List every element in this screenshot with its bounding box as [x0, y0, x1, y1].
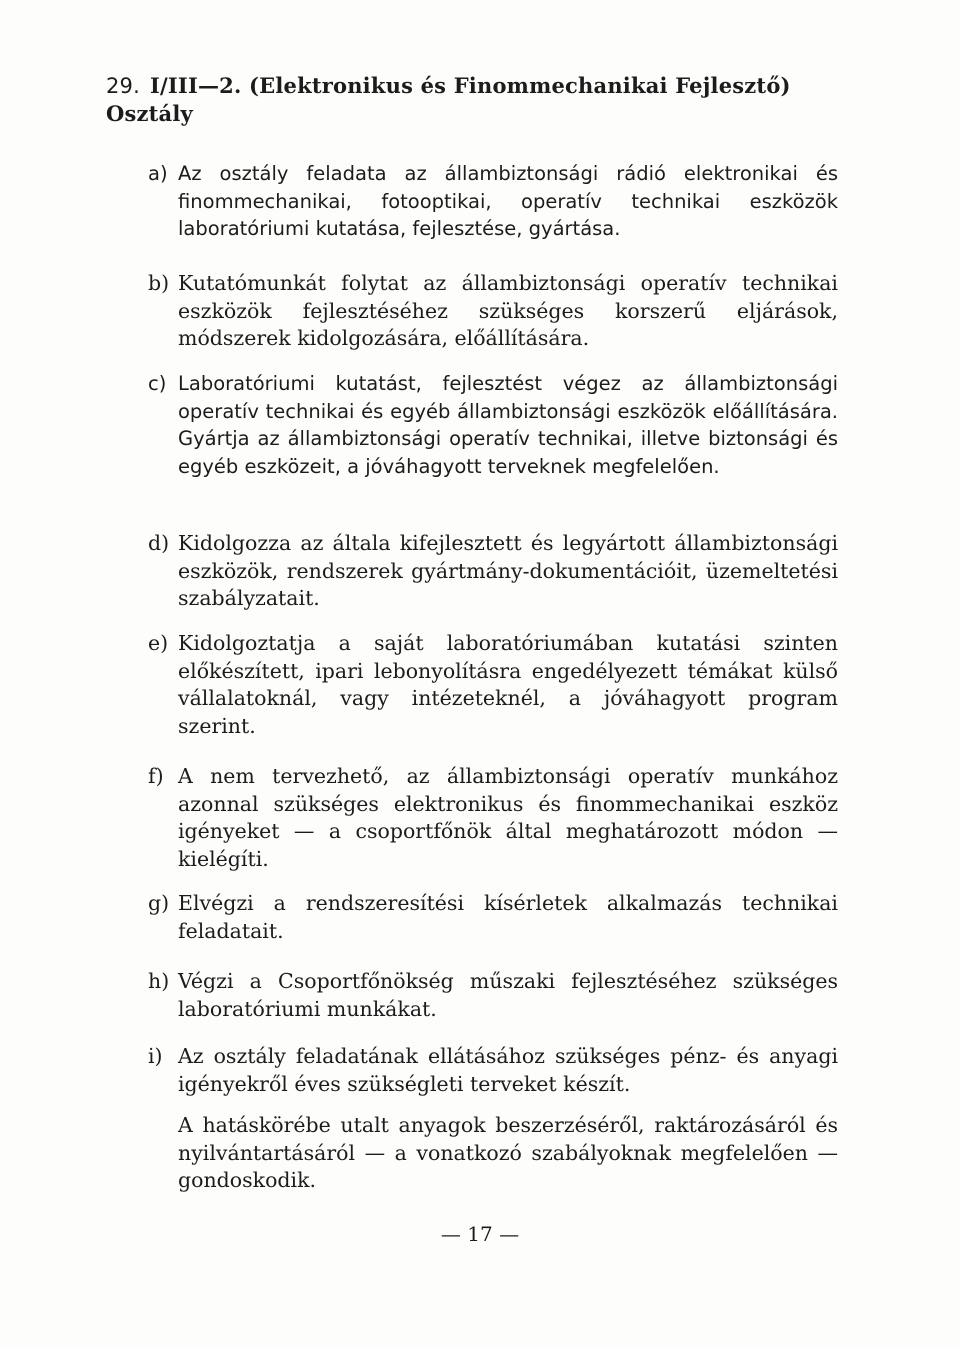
- item-text: Kutatómunkát folytat az állambiztonsági operatív technikai eszközök fejlesztéséhez szükséges korszerű eljárások, módszerek kidolgozására, előállítására.: [178, 271, 838, 350]
- list-item-h: [148, 968, 838, 1023]
- list-item-b: [148, 270, 838, 353]
- section-title: I/III—2. (Elektronikus és Finommechanikai Fejlesztő) Osztály: [106, 73, 791, 126]
- item-label: e): [148, 631, 169, 655]
- list-item-e: [148, 630, 838, 740]
- item-text: Laboratóriumi kutatást, fejlesztést végez az állambiztonsági operatív technikai és egyéb állambiztonsági eszközök előállítására. Gyártja az állambiztonsági operatív technikai, illetve biztonsági és egyéb eszközeit, a jóváhagyott terveknek megfelelően.: [178, 372, 838, 478]
- list-item-f: [148, 763, 838, 873]
- item-label: a): [148, 162, 168, 185]
- page-number: — 17 —: [440, 1222, 520, 1246]
- section-number: 29.: [106, 74, 140, 98]
- item-label: c): [148, 372, 167, 395]
- list-item-i: [148, 1043, 838, 1098]
- item-label: d): [148, 531, 170, 555]
- item-text: Végzi a Csoportfőnökség műszaki fejlesztéséhez szükséges laboratóriumi munkákat.: [178, 969, 838, 1021]
- item-text: Kidolgoztatja a saját laboratóriumában kutatási szinten előkészített, ipari lebonyolításra engedélyezett témákat külső vállalatoknál, vagy intézeteknél, a jóváhagyott program szerint.: [178, 631, 838, 738]
- item-text: Az osztály feladatának ellátásához szükséges pénz- és anyagi igényekről éves szükségleti terveket készít.: [178, 1044, 838, 1096]
- section-heading: [106, 72, 846, 128]
- item-text: Az osztály feladata az állambiztonsági rádió elektronikai és finommechanikai, fotooptikai, operatív technikai eszközök laboratóriumi kutatása, fejlesztése, gyártása.: [178, 162, 838, 240]
- list-item-d: [148, 530, 838, 613]
- item-label: f): [148, 764, 164, 788]
- item-label: g): [148, 891, 170, 915]
- item-text: Kidolgozza az általa kifejlesztett és legyártott állambiztonsági eszközök, rendszerek gyártmány-dokumentációit, üzemeltetési szabályzatait.: [178, 531, 838, 610]
- item-label: h): [148, 969, 170, 993]
- closing-paragraph: A hatáskörébe utalt anyagok beszerzéséről, raktározásáról és nyilvántartásáról — a vonatkozó szabályoknak megfelelően — gondoskodik.: [178, 1113, 838, 1192]
- item-text: Elvégzi a rendszeresítési kísérletek alkalmazás technikai feladatait.: [178, 891, 838, 943]
- list-item-g: [148, 890, 838, 945]
- item-label: b): [148, 271, 170, 295]
- list-item-a: [148, 160, 838, 243]
- list-item-c: [148, 370, 838, 480]
- item-text: A nem tervezhető, az állambiztonsági operatív munkához azonnal szükséges elektronikus és finommechanikai eszköz igényeket — a csoportfőnök által meghatározott módon — kielégíti.: [178, 764, 838, 871]
- item-label: i): [148, 1044, 163, 1068]
